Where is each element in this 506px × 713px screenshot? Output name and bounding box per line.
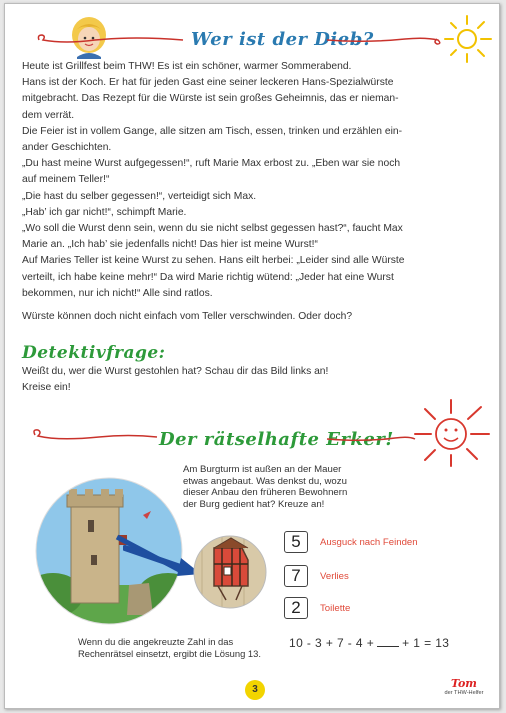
title-decoration-right (325, 32, 443, 48)
equation-blank-input[interactable] (377, 637, 399, 647)
pointer-arrow-icon (123, 544, 203, 584)
puzzle-instruction: Wenn du die angekreuzte Zahl in das Rechenrätsel einsetzt, ergibt die Lösung 13. (78, 636, 261, 659)
logo-subtitle: der THW-Helfer (444, 690, 484, 696)
smiling-sun-icon (411, 396, 495, 470)
story-line: bekommen, nur ich nicht!“ Alle sind ratlos. (22, 287, 213, 299)
detective-line: Weißt du, wer die Wurst gestohlen hat? Schau dir das Bild links an! (22, 366, 329, 377)
answer-number-box[interactable]: 5 (284, 531, 308, 553)
answer-label: Ausguck nach Feinden (320, 536, 418, 548)
title-decoration-left (29, 427, 159, 445)
equation-left: 10 - 3 + 7 - 4 + (289, 636, 375, 650)
story-line: Hans ist der Koch. Er hat für jeden Gast eine seiner leckeren Hans-Spezialwürste (22, 77, 394, 89)
title-decoration-right (325, 430, 417, 446)
story-line: „Du hast meine Wurst aufgegessen!“, ruft Marie Max erbost zu. „Eben war sie noch (22, 158, 401, 170)
story-line: auf meinem Teller!“ (22, 174, 110, 186)
math-puzzle (289, 636, 449, 650)
story-line: verteilt, ich habe keine mehr!“ Da wird Marie richtig wütend: „Jeder hat eine Wurst (22, 271, 394, 283)
worksheet-page (4, 3, 500, 709)
sun-icon (441, 12, 497, 66)
answer-number-box[interactable]: 7 (284, 565, 308, 587)
answer-label: Verlies (320, 570, 349, 582)
story-line: dem verrät. (22, 109, 75, 121)
story-line: Marie an. „Ich hab’ sie jedenfalls nicht! Das hier ist meine Wurst!“ (22, 239, 318, 251)
story-line: ander Geschichten. (22, 142, 112, 154)
detective-text (22, 364, 490, 396)
story-text (22, 59, 490, 325)
answer-option[interactable] (284, 531, 418, 553)
title-decoration-left (35, 32, 185, 48)
answer-option[interactable] (284, 597, 350, 619)
equation-right: + 1 = 13 (402, 636, 450, 650)
answer-option[interactable] (284, 565, 349, 587)
story-line: „Die hast du selber gegessen!“, verteidigt sich Max. (22, 190, 257, 202)
section-title-bay: Der rätselhafte Erker! (159, 429, 394, 450)
story-closing: Würste können doch nicht einfach vom Teller verschwinden. Oder doch? (22, 311, 353, 323)
detective-title: Detektivfrage: (22, 343, 166, 363)
logo-title: Tom (451, 677, 477, 690)
answer-label: Toilette (320, 602, 351, 614)
story-line: „Hab’ ich gar nicht!“, schimpft Marie. (22, 206, 187, 218)
story-line: mitgebracht. Das Rezept für die Würste ist sein großes Geheimnis, das er nieman- (22, 93, 399, 105)
thw-helper-logo (434, 678, 494, 697)
detective-line: Kreise ein! (22, 382, 71, 394)
bay-window-zoom-illustration (192, 534, 268, 610)
story-line: „Wo soll die Wurst denn sein, wenn du sie nicht selbst gegessen hast?“, faucht Max (22, 223, 403, 235)
story-line: Die Feier ist in vollem Gange, alle sitzen am Tisch, essen, trinken und erzählen ein- (22, 125, 403, 137)
story-line: Auf Maries Teller ist keine Wurst zu sehen. Hans eilt herbei: „Leider sind alle Würste (22, 255, 405, 267)
answer-number-box[interactable]: 2 (284, 597, 308, 619)
bay-question-text: Am Burgturm ist außen an der Mauer etwas angebaut. Was denkst du, wozu dieser Anbau den früheren Bewohnern der Burg gedient hat? Kreuze an! (183, 464, 348, 510)
section-title-thief: Wer ist der Dieb? (191, 29, 374, 50)
page-number: 3 (245, 680, 265, 700)
story-line: Heute ist Grillfest beim THW! Es ist ein schöner, warmer Sommerabend. (22, 61, 352, 72)
